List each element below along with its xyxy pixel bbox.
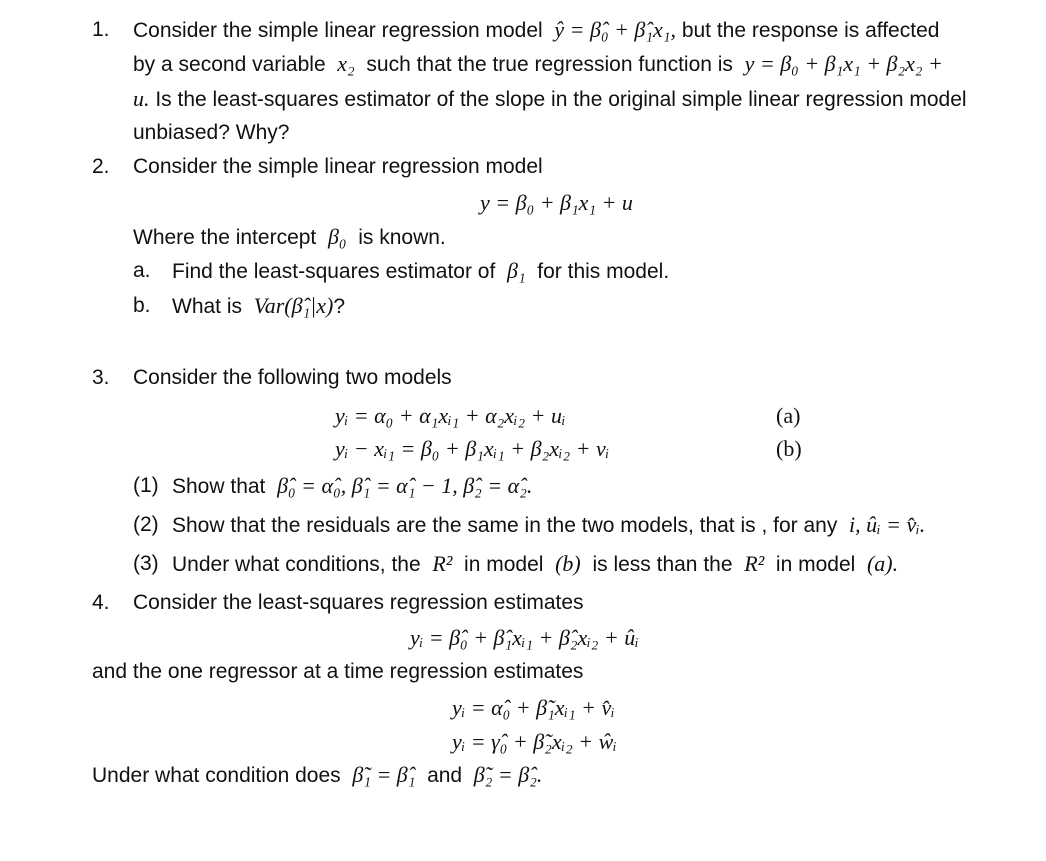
q1-l3-math1: u.: [133, 86, 150, 111]
q4-last-text2: and: [427, 764, 463, 787]
q2-a-text2: for this model.: [537, 260, 670, 283]
q4-eq1-math: yᵢ = β̂₀ + β̂₁xᵢ₁ + β̂₂xᵢ₂ + ûᵢ: [410, 625, 639, 650]
q3-p3-text1: Under what conditions, the: [172, 553, 421, 576]
q4-last-math2: β̃₂ = β̂₂.: [473, 762, 543, 787]
q3-p3-math4: (a).: [866, 551, 899, 576]
q2-part-b: [133, 293, 151, 319]
q4-equation-2: [452, 695, 615, 722]
q3-p1-text1: Show that: [172, 475, 266, 498]
q3-part-3-text: [172, 551, 898, 578]
q1-l2-text2: such that the true regression function is: [366, 53, 733, 76]
q3-p3-text2: in model: [464, 553, 544, 576]
q3-part-2: [133, 512, 159, 538]
q1-l3-text1: Is the least-squares estimator of the slope in the original simple linear regression model: [155, 88, 967, 111]
q3-p3-label: (3): [133, 552, 159, 575]
q3-equation-a: [335, 403, 565, 430]
q2-part-b-text: [172, 293, 345, 320]
q3-number: 3.: [92, 366, 110, 389]
q2-where-text1: Where the intercept: [133, 226, 317, 249]
q3-p2-label: (2): [133, 513, 159, 536]
q2-b-label: b.: [133, 294, 151, 317]
q4-number: 4.: [92, 591, 110, 614]
q1-l4-text1: unbiased? Why?: [133, 121, 290, 144]
q2-part-a: [133, 258, 151, 284]
q4-equation-1: [410, 625, 639, 652]
q3-p1-math1: β̂₀ = α̂₀, β̂₁ = α̂₁ − 1, β̂₂ = α̂₂.: [277, 473, 533, 498]
q3-number-wrap: [92, 365, 110, 391]
q1-l1-text2: but the response is affected: [681, 19, 940, 42]
q2-where-line: [133, 224, 446, 251]
q4-equation-3: [452, 729, 617, 756]
q1-line-1: [92, 17, 110, 43]
q4-last-line: [92, 762, 542, 789]
q4-eq2-math: yᵢ = α̂₀ + β̃₁xᵢ₁ + v̂ᵢ: [452, 695, 615, 720]
q4-middle-text: and the one regressor at a time regression estimates: [92, 660, 584, 683]
q2-number: 2.: [92, 155, 110, 178]
q2-equation: [480, 190, 633, 217]
q1-text-line-1: [133, 17, 939, 44]
q1-l1-text1: Consider the simple linear regression model: [133, 19, 543, 42]
q3-p3-math2: (b): [555, 551, 581, 576]
q1-number: 1.: [92, 18, 110, 41]
q4-number-wrap: [92, 590, 110, 616]
q3-eq-a-math: yᵢ = α₀ + α₁xᵢ₁ + α₂xᵢ₂ + uᵢ: [335, 403, 566, 428]
q1-l2-math2: y = β₀ + β₁x₁ + β₂x₂ +: [744, 51, 943, 76]
q2-b-math1: Var(β̂₁|x): [253, 293, 334, 318]
q2-a-text1: Find the least-squares estimator of: [172, 260, 496, 283]
q1-text-line-2: [133, 51, 943, 78]
q1-l2-math1: x₂: [337, 51, 355, 76]
q3-intro-text: Consider the following two models: [133, 366, 452, 389]
q3-tag-a-text: (a): [776, 403, 801, 428]
q3-p1-label: (1): [133, 474, 159, 497]
q3-tag-b: [776, 436, 802, 463]
q3-equation-b: [335, 436, 609, 463]
q2-intro-text: Consider the simple linear regression model: [133, 155, 543, 178]
q1-l1-math1: ŷ = β̂₀ + β̂₁x₁,: [554, 17, 676, 42]
q2-b-text1: What is: [172, 295, 243, 318]
q3-intro: [133, 365, 452, 391]
q3-part-2-text: [172, 512, 925, 539]
q3-part-1-text: [172, 473, 532, 500]
q2-equation-math: y = β₀ + β₁x₁ + u: [480, 190, 633, 215]
q2-a-math1: β₁: [507, 258, 526, 283]
q4-middle: [92, 659, 583, 685]
q3-tag-a: [776, 403, 800, 430]
q3-part-1: [133, 473, 159, 499]
q4-eq3-math: yᵢ = γ̂₀ + β̃₂xᵢ₂ + ŵᵢ: [452, 729, 617, 754]
q4-last-math1: β̃₁ = β̂₁: [352, 762, 416, 787]
q1-l2-text1: by a second variable: [133, 53, 326, 76]
q3-p2-math1: i, ûᵢ = v̂ᵢ.: [849, 512, 926, 537]
q3-part-3: [133, 551, 159, 577]
q1-text-line-4: [133, 120, 289, 146]
q2-where-math1: β₀: [327, 224, 347, 249]
q3-p3-text4: in model: [775, 553, 856, 576]
q4-last-text1: Under what condition does: [92, 764, 341, 787]
q3-p3-math1: R²: [432, 551, 453, 576]
q3-p2-text1: Show that the residuals are the same in the two models, that is , for any: [172, 514, 838, 537]
q3-p3-math3: R²: [744, 551, 765, 576]
q2-b-text2: ?: [333, 295, 346, 318]
q3-p3-text3: is less than the: [592, 553, 733, 576]
q2-intro: [133, 154, 543, 180]
q3-eq-b-math: yᵢ − xᵢ₁ = β₀ + β₁xᵢ₁ + β₂xᵢ₂ + vᵢ: [335, 436, 610, 461]
q2-where-text2: is known.: [358, 226, 446, 249]
q2-a-label: a.: [133, 259, 151, 282]
q3-tag-b-text: (b): [776, 436, 802, 461]
q2-number-wrap: [92, 154, 110, 180]
q4-intro-text: Consider the least-squares regression estimates: [133, 591, 584, 614]
q1-text-line-3: [133, 86, 967, 113]
q4-intro: [133, 590, 584, 616]
q2-part-a-text: [172, 258, 669, 285]
